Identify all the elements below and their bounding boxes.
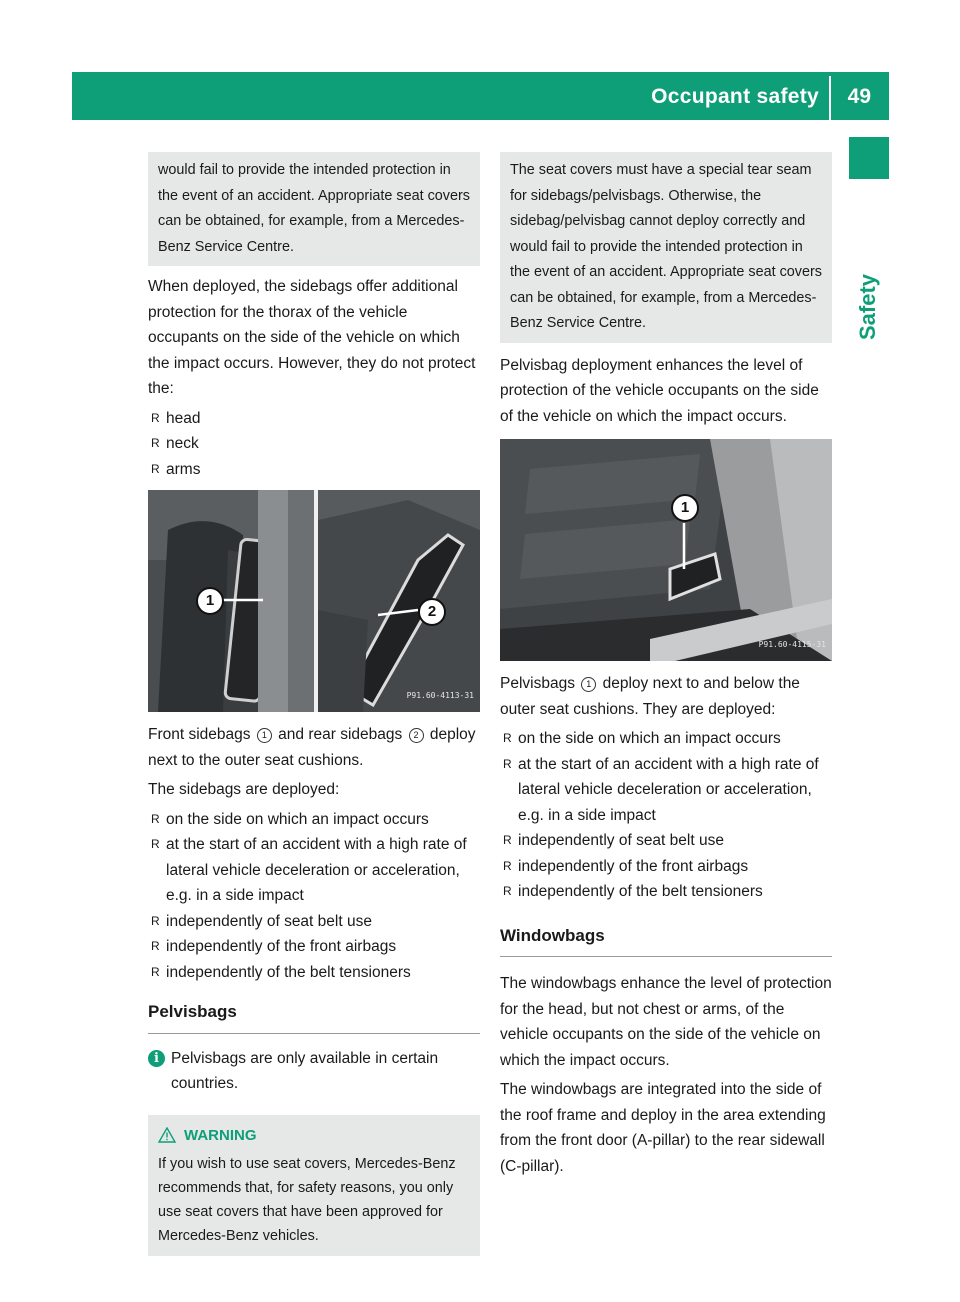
warning-title: WARNING [184, 1126, 257, 1144]
list-item: R neck [148, 431, 480, 457]
warning-text: If you wish to use seat covers, Mercedes-Benz recommends that, for safety reasons, you only use seat covers that have been approved for Mercedes-Benz vehicles. [158, 1156, 456, 1244]
sidebags-photo [148, 490, 480, 712]
warning-triangle-icon [158, 1127, 176, 1143]
list-item: R independently of seat belt use [148, 909, 480, 935]
page-title: Occupant safety [651, 85, 819, 108]
seat-cover-note-box: would fail to provide the intended protection in the event of an accident. Appropriate seat covers can be obtained, for example, from a Mercedes-Benz Service Centre. [148, 152, 480, 266]
pelvisbag-deployment-list [500, 726, 832, 905]
windowbag-text-2: The windowbags are integrated into the side of the roof frame and deploy in the area extending from the front door (A-pillar) to the rear sidewall (C-pillar). [500, 1081, 826, 1175]
not-protected-list [148, 406, 480, 483]
callout-1-icon: 1 [257, 728, 272, 743]
pelvisbag-caption [500, 671, 832, 722]
sidebag-caption [148, 722, 480, 773]
page-number: 49 [847, 85, 871, 108]
caption-text: deploy next to the outer seat cushions. [148, 726, 476, 769]
info-text: Pelvisbags are only available in certain countries. [171, 1049, 439, 1092]
list-item: R on the side on which an impact occurs [500, 726, 832, 752]
list-item: R arms [148, 457, 480, 483]
list-item: R independently of the front airbags [148, 934, 480, 960]
list-item: R at the start of an accident with a high rate of lateral vehicle deceleration or acceleration, e.g. in a side impact [500, 752, 832, 829]
warning-header [158, 1123, 470, 1149]
deployment-conditions-list [148, 807, 480, 986]
caption-text: and rear sidebags [278, 726, 403, 743]
info-icon: i [148, 1050, 165, 1067]
pelvisbag-photo [500, 439, 832, 661]
header-bar [72, 72, 889, 120]
callout-2-icon: 2 [409, 728, 424, 743]
section-heading-pelvisbags: Pelvisbags [148, 999, 480, 1034]
list-item: R head [148, 406, 480, 432]
list-item: R at the start of an accident with a high rate of lateral vehicle deceleration or acceleration, e.g. in a side impact [148, 832, 480, 909]
callout-1-icon: 1 [581, 677, 596, 692]
list-item: R independently of the belt tensioners [500, 879, 832, 905]
list-item: R independently of the front airbags [500, 854, 832, 880]
warning-box [148, 1115, 480, 1257]
windowbag-text-1: The windowbags enhance the level of protection for the head, but not chest or arms, of the vehicle occupants on the side of the vehicle on which the impact occurs. [500, 975, 832, 1069]
sidebag-intro-text: When deployed, the sidebags offer additional protection for the thorax of the vehicle occupants on the side of the vehicle on which the impact occurs. However, they do not protect the: [148, 278, 476, 397]
deployed-intro: The sidebags are deployed: [148, 781, 340, 798]
info-note [148, 1046, 480, 1097]
left-column [148, 152, 480, 1256]
pelvisbag-illustration [500, 439, 832, 661]
caption-text: Front sidebags [148, 726, 251, 743]
tear-seam-note-box: The seat covers must have a special tear seam for sidebags/pelvisbags. Otherwise, the sidebag/pelvisbag cannot deploy correctly and would fail to provide the intended protection in the event of an accident. Appropriate seat covers can be obtained, for example, from a Mercedes-Benz Service Centre. [500, 152, 832, 343]
section-label: Safety [855, 273, 880, 340]
list-item: R independently of seat belt use [500, 828, 832, 854]
image-code: P91.60-4115-31 [758, 639, 826, 649]
list-item: R independently of the belt tensioners [148, 960, 480, 986]
right-column [500, 152, 832, 1183]
list-item: R on the side on which an impact occurs [148, 807, 480, 833]
pelvisbag-intro-text: Pelvisbag deployment enhances the level of protection of the vehicle occupants on the side of the vehicle on which the impact occurs. [500, 356, 819, 425]
header-divider [829, 76, 831, 120]
section-tab [849, 137, 889, 179]
callout-marker-1: 1 [196, 587, 224, 615]
caption-text: deploy next to and below the outer seat cushions. They are deployed: [500, 675, 800, 718]
callout-marker-1: 1 [671, 494, 699, 522]
caption-text: Pelvisbags [500, 675, 575, 692]
callout-marker-2: 2 [418, 598, 446, 626]
section-heading-windowbags: Windowbags [500, 923, 832, 958]
image-code: P91.60-4113-31 [406, 690, 474, 700]
